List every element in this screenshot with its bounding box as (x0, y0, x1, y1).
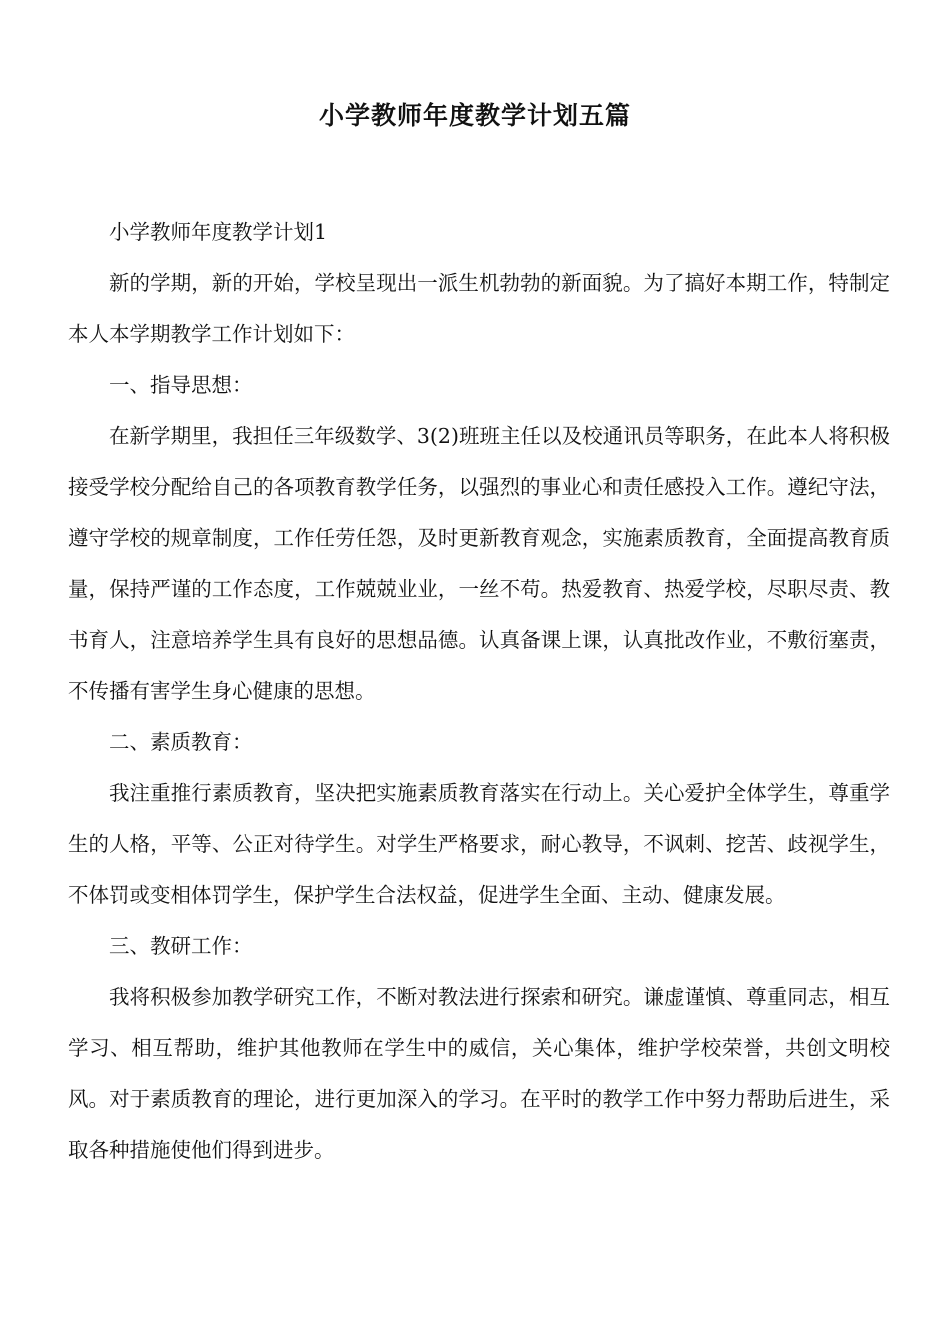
plan-heading: 小学教师年度教学计划1 (109, 220, 328, 244)
section-heading-quality-education: 二、素质教育： (109, 730, 253, 754)
document-body (68, 207, 890, 1176)
section-heading-guiding-thought: 一、指导思想： (109, 373, 253, 397)
intro-paragraph: 新的学期，新的开始，学校呈现出一派生机勃勃的新面貌。为了搞好本期工作，特制定本人本学期教学工作计划如下： (68, 271, 890, 346)
guiding-thought-paragraph: 在新学期里，我担任三年级数学、3(2)班班主任以及校通讯员等职务，在此本人将积极接受学校分配给自己的各项教育教学任务，以强烈的事业心和责任感投入工作。遵纪守法，遵守学校的规章制度，工作任劳任怨，及时更新教育观念，实施素质教育，全面提高教育质量，保持严谨的工作态度，工作兢兢业业，一丝不苟。热爱教育、热爱学校，尽职尽责、教书育人，注意培养学生具有良好的思想品德。认真备课上课，认真批改作业，不敷衍塞责，不传播有害学生身心健康的思想。 (68, 424, 890, 703)
document-title: 小学教师年度教学计划五篇 (318, 101, 631, 130)
section-heading-teaching-research: 三、教研工作： (109, 934, 253, 958)
teaching-research-paragraph: 我将积极参加教学研究工作，不断对教法进行探索和研究。谦虚谨慎、尊重同志，相互学习、相互帮助，维护其他教师在学生中的威信，关心集体，维护学校荣誉，共创文明校风。对于素质教育的理论，进行更加深入的学习。在平时的教学工作中努力帮助后进生，采取各种措施使他们得到进步。 (68, 985, 890, 1162)
quality-education-paragraph: 我注重推行素质教育，坚决把实施素质教育落实在行动上。关心爱护全体学生，尊重学生的人格，平等、公正对待学生。对学生严格要求，耐心教导，不讽刺、挖苦、歧视学生，不体罚或变相体罚学生，保护学生合法权益，促进学生全面、主动、健康发展。 (68, 781, 890, 907)
